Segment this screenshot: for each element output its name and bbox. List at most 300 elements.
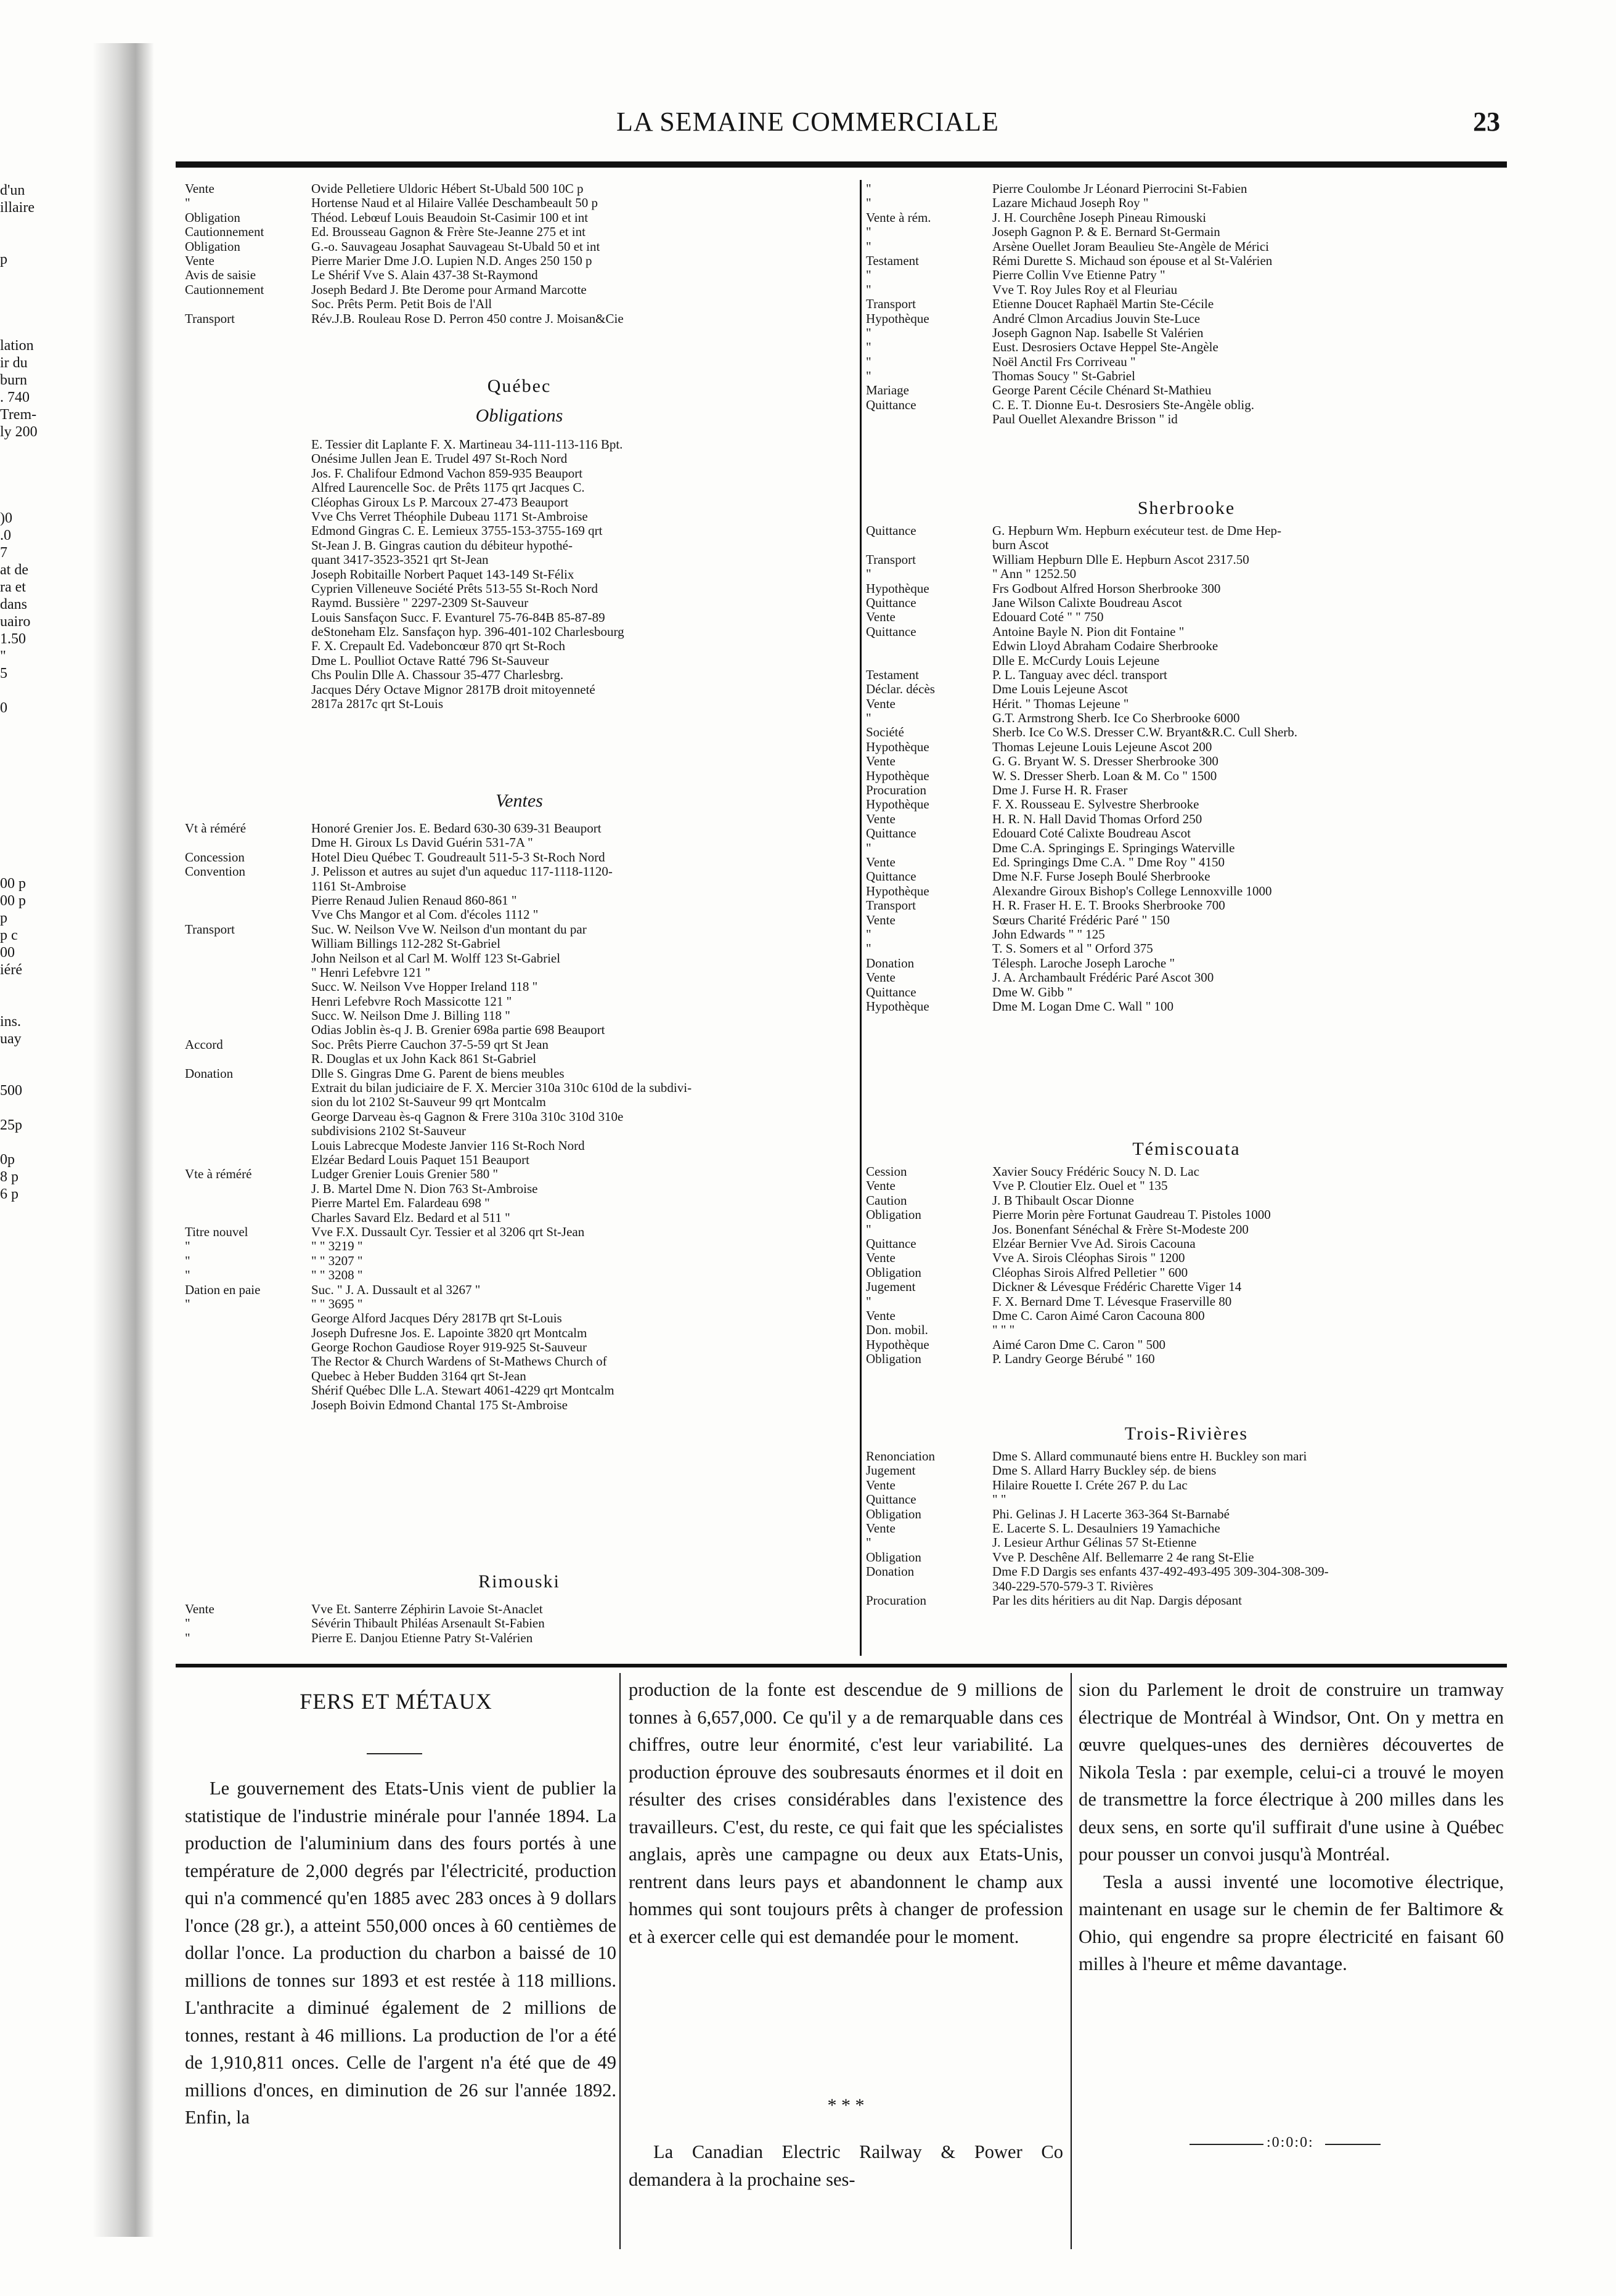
register-act-type: Vente	[866, 754, 896, 769]
register-act-type	[185, 995, 311, 1009]
register-entry: Pierre Martel Em. Falardeau 698 "	[311, 1196, 490, 1211]
edge-fragment: lation	[0, 338, 34, 354]
right-register-temiscouata	[866, 1165, 1507, 1366]
register-entry: H. R. N. Hall David Thomas Orford 250	[992, 812, 1202, 826]
register-row	[866, 1536, 1507, 1550]
register-entry: Succ. W. Neilson Vve Hopper Ireland 118 "	[311, 980, 538, 995]
register-act-type	[185, 510, 311, 524]
scan-binding-shadow	[92, 43, 154, 2237]
register-row	[185, 312, 854, 326]
register-act-type: "	[866, 225, 871, 240]
edge-fragment: ir du	[0, 355, 28, 371]
register-row	[866, 596, 1507, 610]
register-entry: Pierre Collin Vve Etienne Patry "	[992, 268, 1165, 283]
article-title: FERS ET MÉTAUX	[300, 1689, 492, 1714]
register-row	[185, 821, 854, 836]
register-act-type: "	[866, 927, 871, 942]
header-rule	[176, 161, 1507, 168]
register-entry: Aimé Caron Dme C. Caron " 500	[992, 1337, 1165, 1352]
register-entry: Sherb. Ice Co W.S. Dresser C.W. Bryant&R.C. Cull Sherb.	[992, 725, 1298, 740]
ornament-rule-left	[1190, 2144, 1263, 2145]
register-entry: " Ann " 1252.50	[992, 567, 1077, 582]
register-act-type	[185, 625, 311, 639]
register-entry: Jos. Bonenfant Sénéchal & Frère St-Modeste 200	[992, 1222, 1249, 1237]
register-act-type	[185, 1369, 311, 1383]
register-act-type: "	[866, 340, 871, 355]
edge-fragment: 500	[0, 1083, 22, 1099]
register-row	[185, 1225, 854, 1239]
register-act-type: "	[866, 1222, 871, 1237]
register-row	[866, 1280, 1507, 1294]
register-row	[185, 697, 854, 711]
register-act-type: Hypothèque	[866, 739, 929, 754]
register-act-type: Quittance	[866, 624, 916, 639]
edge-fragment: uay	[0, 1031, 22, 1047]
register-row	[185, 1182, 854, 1196]
register-row	[185, 922, 854, 937]
register-act-type: Obligation	[866, 1507, 921, 1521]
register-entry: Hotel Dieu Québec T. Goudreault 511-5-3 St-Roch Nord	[311, 850, 605, 865]
register-act-type: "	[866, 567, 871, 582]
register-entry: 2817a 2817c qrt St-Louis	[311, 697, 444, 712]
register-entry: Edouard Coté Calixte Boudreau Ascot	[992, 826, 1191, 841]
register-row	[866, 725, 1507, 739]
register-entry: 340-229-570-579-3 T. Rivières	[992, 1579, 1154, 1594]
register-entry: Elzéar Bedard Louis Paquet 151 Beauport	[311, 1152, 529, 1167]
register-act-type: Caution	[866, 1193, 907, 1208]
register-row	[185, 1311, 854, 1325]
register-entry: Xavier Soucy Frédéric Soucy N. D. Lac	[992, 1165, 1199, 1179]
register-row	[866, 1309, 1507, 1323]
register-row	[185, 466, 854, 481]
register-entry: " " "	[992, 1323, 1015, 1338]
edge-fragment: 0p	[0, 1152, 15, 1168]
register-entry: Ludger Grenier Louis Grenier 580 "	[311, 1167, 499, 1182]
register-act-type: Transport	[185, 311, 235, 326]
register-entry: Hérit. " Thomas Lejeune "	[992, 696, 1129, 711]
edge-fragment	[0, 216, 59, 234]
register-act-type: Vente	[866, 610, 896, 625]
register-entry: Joseph Dufresne Jos. E. Lapointe 3820 qrt Montcalm	[311, 1325, 587, 1340]
register-entry: " " 3695 "	[311, 1297, 363, 1311]
right-register-top	[866, 182, 1507, 427]
article-column-1	[185, 1775, 616, 2131]
register-act-type	[185, 466, 311, 481]
register-row	[866, 211, 1507, 225]
register-act-type	[185, 879, 311, 894]
subsection-obligations: Obligations	[475, 405, 563, 426]
register-row	[185, 1283, 854, 1297]
register-row	[185, 1153, 854, 1167]
register-act-type	[185, 966, 311, 980]
register-row	[866, 268, 1507, 282]
register-entry: Télesph. Laroche Joseph Laroche "	[992, 956, 1175, 971]
register-act-type: Donation	[185, 1066, 234, 1081]
register-entry: subdivisions 2102 St-Sauveur	[311, 1124, 466, 1139]
register-row	[866, 182, 1507, 196]
register-entry: Alfred Laurencelle Soc. de Prêts 1175 qrt Jacques C.	[311, 481, 585, 495]
edge-fragment	[0, 1065, 59, 1082]
register-entry: Edouard Coté " " 750	[992, 610, 1104, 625]
register-entry: Rév.J.B. Rouleau Rose D. Perron 450 contre J. Moisan&Cie	[311, 311, 624, 326]
ornament-rule-right	[1325, 2144, 1381, 2145]
register-act-type	[185, 495, 311, 510]
register-entry: Arsène Ouellet Joram Beaulieu Ste-Angèle de Mérici	[992, 239, 1270, 254]
register-row	[866, 1237, 1507, 1251]
register-entry: André Clmon Arcadius Jouvin Ste-Luce	[992, 311, 1201, 326]
register-entry: Chs Poulin Dlle A. Chassour 35-477 Charlesbrg.	[311, 668, 564, 683]
register-row	[185, 1067, 854, 1081]
register-act-type: "	[185, 1239, 190, 1254]
register-entry: Paul Ouellet Alexandre Brisson " id	[992, 412, 1178, 427]
register-act-type: "	[866, 239, 871, 254]
edge-fragment: iéré	[0, 962, 22, 978]
edge-fragment: 5	[0, 666, 7, 682]
register-act-type: Quittance	[866, 595, 916, 610]
register-act-type: Hypothèque	[866, 999, 929, 1014]
register-entry: burn Ascot	[992, 538, 1049, 553]
register-row	[185, 240, 854, 254]
register-row	[185, 1196, 854, 1210]
register-act-type: Vente	[866, 812, 896, 826]
register-entry: Dlle E. McCurdy Louis Lejeune	[992, 653, 1160, 668]
register-act-type: Quittance	[866, 397, 916, 412]
register-act-type	[866, 639, 992, 653]
edge-fragment: uairo	[0, 614, 31, 630]
edge-fragment	[0, 979, 59, 996]
register-row	[866, 841, 1507, 855]
register-entry: John Edwards " " 125	[992, 927, 1105, 942]
article-paragraph-1: Le gouvernement des Etats-Unis vient de publier la statistique de l'industrie minérale pour l'année 1894. La production de l'aluminium dans des fours portés à une température de 2,000 degrés par l'électricité, production qui n'a commencé qu'en 1885 avec 283 onces à 9 dollars l'once (28 gr.), a atteint 550,000 onces à 60 centièmes de dollar l'once. La production du charbon a baissé de 10 millions de tonnes sur 1893 et est restée à 118 millions. L'anthracite a diminué également de 2 millions de tonnes, restant à 46 millions. La production de l'or a été de 1,910,811 onces. Celle de l'argent n'a été que de 49 millions d'onces, en diminution de 26 sur l'année 1892. Enfin, la	[185, 1778, 616, 2128]
register-row	[866, 711, 1507, 725]
edge-fragment	[0, 285, 59, 303]
register-entry: G.T. Armstrong Sherb. Ice Co Sherbrooke 6000	[992, 711, 1240, 726]
left-register-top	[185, 182, 854, 326]
register-act-type: "	[866, 282, 871, 297]
register-entry: Raymd. Bussière " 2297-2309 St-Sauveur	[311, 596, 529, 611]
register-entry: Elzéar Bernier Vve Ad. Sirois Cacouna	[992, 1236, 1196, 1251]
register-act-type: "	[185, 196, 190, 211]
edge-fragment: p	[0, 251, 7, 267]
register-row	[185, 568, 854, 582]
register-entry: Honoré Grenier Jos. E. Bedard 630-30 639-31 Beauport	[311, 821, 602, 836]
register-row	[866, 898, 1507, 913]
page-header-title: LA SEMAINE COMMERCIALE	[616, 107, 999, 137]
edge-fragment: Trem-	[0, 407, 37, 423]
register-act-type	[185, 937, 311, 951]
register-entry: G. Hepburn Wm. Hepburn exécuteur test. de Dme Hep-	[992, 524, 1282, 538]
register-row	[866, 956, 1507, 971]
register-row	[866, 355, 1507, 369]
register-row	[866, 524, 1507, 538]
edge-fragment: ins.	[0, 1014, 22, 1030]
register-entry: Théod. Lebœuf Louis Beaudoin St-Casimir 100 et int	[311, 210, 589, 225]
register-entry: Ed. Brousseau Gagnon & Frère Ste-Jeanne 275 et int	[311, 225, 586, 240]
register-entry: E. Tessier dit Laplante F. X. Martineau 34-111-113-116 Bpt.	[311, 438, 623, 452]
register-act-type	[185, 1196, 311, 1210]
register-row	[866, 1208, 1507, 1222]
register-entry: Vve P. Cloutier Elz. Ouel et " 135	[992, 1179, 1168, 1194]
register-row	[185, 908, 854, 922]
register-entry: Pierre E. Danjou Etienne Patry St-Valérien	[311, 1630, 533, 1645]
register-entry: Frs Godbout Alfred Horson Sherbrooke 300	[992, 581, 1221, 596]
register-row	[866, 1463, 1507, 1478]
edge-fragment: "	[0, 648, 6, 664]
register-row	[185, 1038, 854, 1052]
register-entry: Vve A. Sirois Cléophas Sirois " 1200	[992, 1251, 1185, 1266]
register-row	[866, 610, 1507, 624]
edge-fragment: p	[0, 910, 7, 926]
edge-fragment: 00 p	[0, 876, 26, 892]
register-entry: Quebec à Heber Budden 3164 qrt St-Jean	[311, 1369, 526, 1383]
register-entry: Joseph Gagnon P. & E. Bernard St-Germain	[992, 225, 1220, 240]
register-act-type: "	[185, 1268, 190, 1283]
register-row	[185, 1239, 854, 1253]
edge-fragment	[0, 682, 59, 699]
register-act-type: Vente	[866, 855, 896, 869]
article-column-2b	[629, 2138, 1063, 2193]
register-row	[185, 283, 854, 297]
register-act-type: Convention	[185, 865, 245, 879]
register-entry: J. Lesieur Arthur Gélinas 57 St-Etienne	[992, 1536, 1197, 1550]
register-row	[866, 783, 1507, 797]
register-act-type: Obligation	[185, 210, 240, 225]
register-act-type	[185, 836, 311, 850]
edge-fragment	[0, 475, 59, 492]
left-edge-fragments-bottom	[0, 875, 59, 1203]
edge-fragment: .0	[0, 527, 11, 543]
register-row	[185, 1398, 854, 1412]
register-row	[866, 196, 1507, 210]
register-row	[185, 481, 854, 495]
register-entry: Ed. Springings Dme C.A. " Dme Roy " 4150	[992, 855, 1225, 869]
register-act-type	[185, 1095, 311, 1109]
register-row	[185, 1268, 854, 1282]
register-act-type: Transport	[866, 297, 916, 312]
article-column-2	[629, 1676, 1063, 1950]
register-act-type: Déclar. décès	[866, 682, 935, 697]
register-act-type: Don. mobil.	[866, 1323, 928, 1338]
register-row	[185, 495, 854, 510]
register-row	[185, 1616, 854, 1630]
register-entry: Extrait du bilan judiciaire de F. X. Mercier 310a 310c 610d de la subdivi-	[311, 1081, 692, 1096]
register-row	[866, 1194, 1507, 1208]
register-entry: Lazare Michaud Joseph Roy "	[992, 196, 1149, 211]
article-column-3	[1079, 1676, 1504, 1978]
register-act-type: Testament	[866, 667, 919, 682]
register-act-type: "	[866, 942, 871, 956]
register-act-type: Dation en paie	[185, 1282, 261, 1297]
register-entry: Pierre Coulombe Jr Léonard Pierrocini St-Fabien	[992, 182, 1247, 196]
register-entry: The Rector & Church Wardens of St-Mathews Church of	[311, 1354, 607, 1369]
register-entry: Hortense Naud et al Hilaire Vallée Deschambeault 50 p	[311, 196, 598, 211]
register-row	[866, 668, 1507, 682]
register-row	[185, 1602, 854, 1616]
register-row	[866, 999, 1507, 1014]
title-underline	[367, 1753, 422, 1754]
register-act-type	[185, 908, 311, 922]
register-entry: Jacques Déry Octave Mignor 2817B droit mitoyenneté	[311, 682, 595, 697]
register-row	[866, 1550, 1507, 1565]
register-act-type	[185, 980, 311, 994]
register-act-type: Vente	[866, 913, 896, 927]
register-row	[866, 1251, 1507, 1265]
register-row	[185, 1211, 854, 1225]
edge-fragment	[0, 303, 59, 320]
register-entry: Hilaire Rouette I. Créte 267 P. du Lac	[992, 1478, 1188, 1492]
section-sherbrooke: Sherbrooke	[1137, 498, 1236, 518]
register-act-type: Procuration	[866, 783, 926, 798]
register-act-type: Quittance	[866, 1492, 916, 1507]
register-row	[866, 697, 1507, 711]
edge-fragment: d'un	[0, 182, 25, 198]
register-entry: William Hepburn Dlle E. Hepburn Ascot 2317.50	[992, 552, 1249, 567]
register-act-type: Vente	[185, 182, 214, 196]
register-entry: J. B Thibault Oscar Dionne	[992, 1193, 1134, 1208]
register-entry: Onésime Jullen Jean E. Trudel 497 St-Roch Nord	[311, 452, 568, 466]
register-act-type: Quittance	[866, 826, 916, 841]
register-act-type: Quittance	[866, 985, 916, 999]
right-register-trois-rivieres	[866, 1449, 1507, 1608]
register-entry: Joseph Robitaille Norbert Paquet 143-149 St-Félix	[311, 567, 574, 582]
register-row	[185, 225, 854, 239]
register-act-type: Accord	[185, 1037, 223, 1052]
register-entry: Vve Chs Verret Théophile Dubeau 1171 St-Ambroise	[311, 509, 588, 524]
register-act-type: "	[866, 841, 871, 855]
register-act-type: Société	[866, 725, 904, 740]
register-entry: deStoneham Elz. Sansfaçon hyp. 396-401-102 Charlesbourg	[311, 625, 624, 640]
register-row	[866, 1295, 1507, 1309]
register-act-type: Procuration	[866, 1593, 926, 1608]
register-act-type: Titre nouvel	[185, 1224, 248, 1239]
register-act-type	[185, 1110, 311, 1124]
register-act-type: Hypothèque	[866, 581, 929, 596]
register-act-type	[185, 611, 311, 625]
register-row	[866, 538, 1507, 552]
register-row	[866, 254, 1507, 268]
register-row	[866, 283, 1507, 297]
register-act-type: Hypothèque	[866, 311, 929, 326]
register-entry: sion du lot 2102 St-Sauveur 99 qrt Montcalm	[311, 1095, 546, 1110]
register-row	[866, 1179, 1507, 1193]
register-entry: Dme W. Gibb "	[992, 985, 1072, 999]
edge-fragment	[0, 1134, 59, 1151]
edge-fragment: 6 p	[0, 1186, 18, 1202]
register-row	[185, 510, 854, 524]
register-act-type	[185, 697, 311, 711]
register-act-type	[866, 538, 992, 552]
register-act-type	[185, 1124, 311, 1138]
edge-fragment	[0, 320, 59, 337]
register-act-type	[185, 951, 311, 966]
register-act-type: Vente	[866, 1521, 896, 1536]
register-act-type: Jugement	[866, 1280, 916, 1295]
register-act-type: Donation	[866, 956, 915, 971]
register-row	[866, 326, 1507, 340]
register-act-type: Hypothèque	[866, 797, 929, 812]
register-act-type: Vente	[866, 1308, 896, 1323]
register-entry: Dme M. Logan Dme C. Wall " 100	[992, 999, 1174, 1014]
article-paragraph-5: Tesla a aussi inventé une locomotive électrique, maintenant en usage sur le chemin de fer Baltimore & Ohio, qui engendre sa propre électricité en faisant 60 milles à l'heure et même davantage.	[1079, 1871, 1504, 1974]
register-act-type: "	[866, 268, 871, 283]
register-row	[185, 1052, 854, 1066]
section-rimouski: Rimouski	[478, 1571, 560, 1592]
edge-fragment: p c	[0, 927, 18, 943]
register-row	[185, 1023, 854, 1037]
register-entry: R. Douglas et ux John Kack 861 St-Gabriel	[311, 1052, 537, 1067]
register-entry: Phi. Gelinas J. H Lacerte 363-364 St-Barnabé	[992, 1507, 1230, 1521]
register-act-type	[185, 582, 311, 596]
register-row	[866, 769, 1507, 783]
register-act-type	[185, 524, 311, 538]
article-divider-2	[1071, 1673, 1072, 2249]
register-row	[185, 639, 854, 653]
register-act-type	[185, 596, 311, 610]
edge-fragment	[0, 458, 59, 475]
register-row	[866, 869, 1507, 884]
register-entry: Dme F.D Dargis ses enfants 437-492-493-495 309-304-308-309-	[992, 1565, 1329, 1579]
register-act-type: Vente	[866, 1251, 896, 1266]
register-act-type: Hypothèque	[866, 884, 929, 898]
edge-fragment: . 740	[0, 389, 30, 405]
register-act-type: "	[866, 325, 871, 340]
register-act-type: "	[866, 182, 871, 196]
left-register-obligations	[185, 438, 854, 711]
register-row	[185, 995, 854, 1009]
register-row	[185, 951, 854, 966]
register-entry: Rémi Durette S. Michaud son épouse et al St-Valérien	[992, 253, 1273, 268]
edge-fragment: 7	[0, 545, 7, 561]
register-row	[185, 539, 854, 553]
register-act-type: "	[866, 369, 871, 384]
register-act-type: Hypothèque	[866, 1337, 929, 1352]
register-entry: E. Lacerte S. L. Desaulniers 19 Yamachiche	[992, 1521, 1220, 1536]
register-row	[185, 611, 854, 625]
register-entry: Soc. Prêts Perm. Petit Bois de l'All	[311, 297, 492, 312]
register-entry: Louis Sansfaçon Succ. F. Evanturel 75-76-84B 85-87-89	[311, 610, 605, 625]
register-row	[185, 452, 854, 466]
register-row	[866, 654, 1507, 668]
edge-fragment: dans	[0, 596, 27, 613]
register-act-type: Quittance	[866, 869, 916, 884]
register-act-type	[185, 1023, 311, 1037]
section-temiscouata: Témiscouata	[1132, 1139, 1241, 1159]
left-edge-fragments-top	[0, 182, 59, 717]
edge-fragment	[0, 1048, 59, 1065]
register-row	[866, 913, 1507, 927]
register-row	[866, 1521, 1507, 1536]
register-entry: Par les dits héritiers au dit Nap. Dargis déposant	[992, 1593, 1242, 1608]
register-row	[185, 879, 854, 894]
register-row	[185, 1354, 854, 1369]
edge-fragment: ra et	[0, 579, 26, 595]
register-row	[866, 942, 1507, 956]
register-row	[866, 383, 1507, 397]
register-row	[866, 1323, 1507, 1337]
register-act-type: Vente	[185, 1602, 214, 1616]
register-entry: P. Landry George Bérubé " 160	[992, 1352, 1155, 1367]
register-row	[866, 812, 1507, 826]
register-row	[185, 625, 854, 639]
register-row	[866, 1223, 1507, 1237]
register-row	[185, 182, 854, 196]
column-divider	[860, 180, 862, 1656]
edge-fragment	[0, 996, 59, 1013]
register-entry: Eust. Desrosiers Octave Heppel Ste-Angèle	[992, 340, 1218, 355]
register-act-type: "	[866, 354, 871, 369]
edge-fragment: 8 p	[0, 1169, 18, 1185]
register-act-type: Vente à rém.	[866, 210, 931, 225]
